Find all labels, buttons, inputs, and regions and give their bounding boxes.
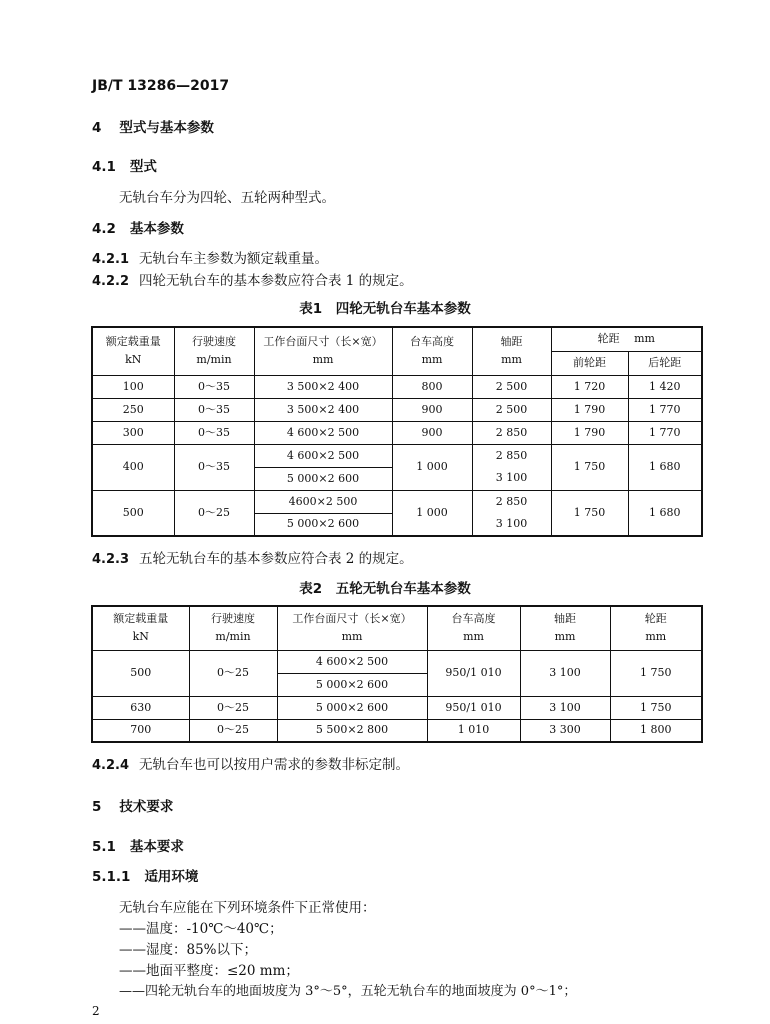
section-number: 4.2 bbox=[92, 221, 116, 237]
section-title: 基本要求 bbox=[129, 839, 184, 855]
section-4-heading bbox=[92, 116, 214, 136]
header-track: 轮距 mm bbox=[551, 327, 702, 351]
section-number: 4 bbox=[92, 120, 102, 136]
header-axle: 轴距 mm bbox=[520, 606, 610, 650]
clause-4-2-4 bbox=[92, 753, 409, 773]
section-number: 4.1 bbox=[92, 159, 116, 175]
list-item: ——地面平整度：≤20 mm； bbox=[119, 963, 299, 979]
clause-4-2-1 bbox=[92, 247, 328, 267]
section-5-1-1-heading bbox=[92, 865, 198, 885]
clause-text: 无轨台车主参数为额定载重量。 bbox=[139, 251, 329, 267]
section-title: 型式与基本参数 bbox=[119, 120, 214, 136]
table-row: 400 0～35 4 600×2 500 1 000 2 850 3 100 1 750 1 680 bbox=[92, 444, 702, 467]
table-1 bbox=[91, 326, 703, 537]
header-track: 轮距 mm bbox=[610, 606, 702, 650]
clause-4-2-2 bbox=[92, 269, 413, 289]
section-4-1-heading bbox=[92, 155, 157, 175]
table-2-caption: 表2 五轮无轨台车基本参数 bbox=[299, 581, 471, 597]
document-id: JB/T 13286—2017 bbox=[92, 78, 230, 94]
list-item: ——四轮无轨台车的地面坡度为 3°～5°，五轮无轨台车的地面坡度为 0°～1°； bbox=[119, 984, 577, 999]
header-size: 工作台面尺寸（长×宽） mm bbox=[254, 327, 392, 375]
clause-text: 五轮无轨台车的基本参数应符合表 2 的规定。 bbox=[139, 551, 413, 567]
paragraph-4-1: 无轨台车分为四轮、五轮两种型式。 bbox=[119, 190, 335, 206]
header-speed: 行驶速度 m/min bbox=[189, 606, 277, 650]
header-speed: 行驶速度 m/min bbox=[174, 327, 254, 375]
header-load: 额定载重量 kN bbox=[92, 606, 189, 650]
list-item: ——温度：-10℃～40℃； bbox=[119, 921, 283, 937]
clause-number: 4.2.3 bbox=[92, 552, 130, 567]
section-title: 适用环境 bbox=[144, 869, 199, 885]
section-4-2-heading bbox=[92, 217, 184, 237]
clause-text: 无轨台车也可以按用户需求的参数非标定制。 bbox=[139, 757, 410, 773]
section-number: 5 bbox=[92, 799, 102, 815]
section-number: 5.1 bbox=[92, 839, 116, 855]
section-title: 技术要求 bbox=[119, 799, 174, 815]
clause-text: 四轮无轨台车的基本参数应符合表 1 的规定。 bbox=[139, 273, 413, 289]
table-row: 630 0～25 5 000×2 600 950/1 010 3 100 1 750 bbox=[92, 696, 702, 719]
table-row: 5 000×2 600 bbox=[92, 467, 702, 490]
page-number: 2 bbox=[92, 1004, 100, 1018]
table-row: 300 0～35 4 600×2 500 900 2 850 1 790 1 770 bbox=[92, 421, 702, 444]
table-row: 5 000×2 600 bbox=[92, 673, 702, 696]
table-row: 500 0～25 4600×2 500 1 000 2 850 3 100 1 750 1 680 bbox=[92, 490, 702, 513]
clause-4-2-3 bbox=[92, 547, 413, 567]
section-5-heading bbox=[92, 795, 173, 815]
table-2 bbox=[91, 605, 703, 743]
header-height: 台车高度 mm bbox=[392, 327, 472, 375]
table-row: 700 0～25 5 500×2 800 1 010 3 300 1 800 bbox=[92, 719, 702, 742]
section-title: 型式 bbox=[129, 159, 157, 175]
environment-intro: 无轨台车应能在下列环境条件下正常使用： bbox=[119, 900, 376, 916]
section-5-1-heading bbox=[92, 835, 184, 855]
header-load: 额定载重量 kN bbox=[92, 327, 174, 375]
clause-number: 4.2.4 bbox=[92, 758, 130, 773]
header-front-track: 前轮距 bbox=[551, 351, 628, 375]
table-row: 250 0～35 3 500×2 400 900 2 500 1 790 1 770 bbox=[92, 398, 702, 421]
clause-number: 4.2.2 bbox=[92, 274, 130, 289]
table-row: 500 0～25 4 600×2 500 950/1 010 3 100 1 750 bbox=[92, 650, 702, 673]
header-size: 工作台面尺寸（长×宽） mm bbox=[277, 606, 427, 650]
table-row: 5 000×2 600 bbox=[92, 513, 702, 536]
header-height: 台车高度 mm bbox=[427, 606, 520, 650]
clause-number: 4.2.1 bbox=[92, 252, 130, 267]
table-1-caption: 表1 四轮无轨台车基本参数 bbox=[299, 301, 471, 317]
section-number: 5.1.1 bbox=[92, 869, 131, 885]
header-axle: 轴距 mm bbox=[472, 327, 551, 375]
section-title: 基本参数 bbox=[129, 221, 184, 237]
header-rear-track: 后轮距 bbox=[628, 351, 702, 375]
table-row: 100 0～35 3 500×2 400 800 2 500 1 720 1 420 bbox=[92, 375, 702, 398]
list-item: ——湿度：85%以下； bbox=[119, 942, 258, 958]
